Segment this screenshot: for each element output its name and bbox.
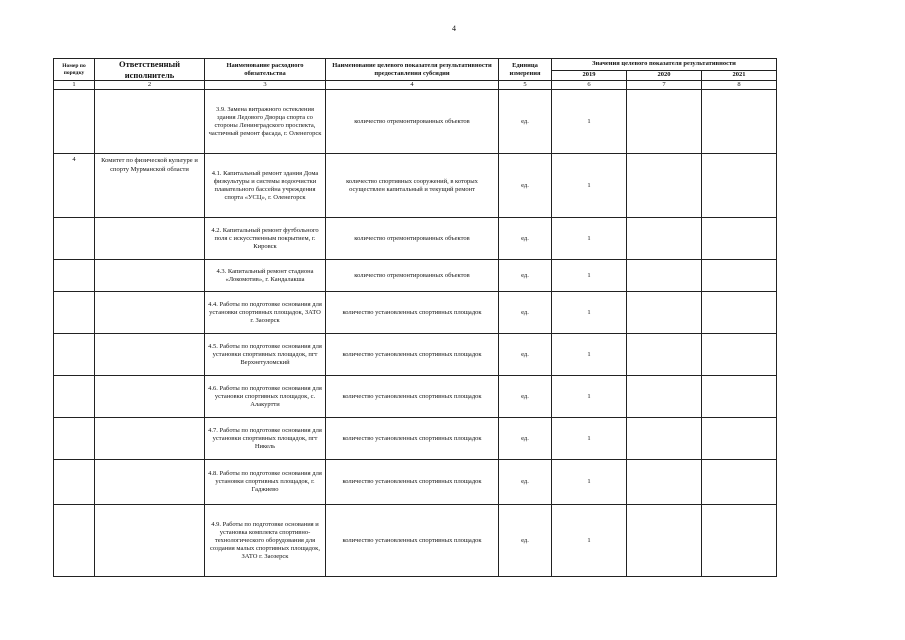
row-number	[54, 505, 95, 577]
table-row	[54, 505, 777, 577]
row-number	[54, 292, 95, 334]
column-number: 2	[95, 81, 205, 90]
row-unit: ед.	[499, 154, 552, 218]
row-indicator: количество установленных спортивных площадок	[326, 376, 499, 418]
table-row	[54, 260, 777, 292]
column-number: 8	[702, 81, 777, 90]
row-number	[54, 460, 95, 505]
header-year-2020: 2020	[627, 70, 702, 81]
row-obligation: 4.9. Работы по подготовке основания и установка комплекта спортивно-технологического оборудования для создания малых спортивных площадок, ЗАТО г. Заозерск	[205, 505, 326, 577]
row-indicator: количество установленных спортивных площадок	[326, 418, 499, 460]
row-indicator: количество отремонтированных объектов	[326, 260, 499, 292]
row-value-2019: 1	[552, 260, 627, 292]
row-value-2021	[702, 418, 777, 460]
row-value-2021	[702, 292, 777, 334]
page-number: 4	[452, 24, 456, 33]
row-value-2020	[627, 90, 702, 154]
row-value-2020	[627, 334, 702, 376]
header-number: Номер по порядку	[54, 59, 95, 81]
row-value-2021	[702, 334, 777, 376]
row-executor	[95, 505, 205, 577]
row-value-2020	[627, 260, 702, 292]
header-values-group: Значения целевого показателя результативности	[552, 59, 777, 71]
header-indicator: Наименование целевого показателя результативности предоставления субсидии	[326, 59, 499, 81]
row-indicator: количество спортивных сооружений, в которых осуществлен капитальный и текущий ремонт	[326, 154, 499, 218]
row-value-2019: 1	[552, 334, 627, 376]
row-indicator: количество установленных спортивных площадок	[326, 460, 499, 505]
column-number: 4	[326, 81, 499, 90]
row-obligation: 4.4. Работы по подготовке основания для установки спортивных площадок, ЗАТО г. Заозерск	[205, 292, 326, 334]
row-indicator: количество установленных спортивных площадок	[326, 334, 499, 376]
row-unit: ед.	[499, 292, 552, 334]
row-number	[54, 90, 95, 154]
row-obligation: 4.8. Работы по подготовке основания для установки спортивных площадок, г. Гаджиево	[205, 460, 326, 505]
table-row	[54, 460, 777, 505]
column-number: 7	[627, 81, 702, 90]
table-row	[54, 376, 777, 418]
row-executor	[95, 218, 205, 260]
row-executor	[95, 376, 205, 418]
row-value-2019: 1	[552, 218, 627, 260]
column-number: 3	[205, 81, 326, 90]
row-unit: ед.	[499, 460, 552, 505]
row-value-2020	[627, 376, 702, 418]
table-row	[54, 90, 777, 154]
row-obligation: 3.9. Замена витражного остекления здания Ледового Дворца спорта со стороны Ленинградского проспекта, частичный ремонт фасада, г. Оленегорск	[205, 90, 326, 154]
row-unit: ед.	[499, 334, 552, 376]
row-number	[54, 376, 95, 418]
row-value-2019: 1	[552, 154, 627, 218]
row-value-2021	[702, 505, 777, 577]
row-executor	[95, 460, 205, 505]
row-value-2020	[627, 218, 702, 260]
table-row	[54, 418, 777, 460]
row-unit: ед.	[499, 218, 552, 260]
row-value-2019: 1	[552, 292, 627, 334]
row-unit: ед.	[499, 376, 552, 418]
row-executor	[95, 90, 205, 154]
row-indicator: количество установленных спортивных площадок	[326, 505, 499, 577]
row-value-2020	[627, 505, 702, 577]
column-number: 6	[552, 81, 627, 90]
header-year-2019: 2019	[552, 70, 627, 81]
row-unit: ед.	[499, 260, 552, 292]
table-row	[54, 218, 777, 260]
row-value-2021	[702, 460, 777, 505]
row-unit: ед.	[499, 90, 552, 154]
row-executor	[95, 334, 205, 376]
header-executor: Ответственный исполнитель	[95, 59, 205, 81]
row-number	[54, 260, 95, 292]
row-obligation: 4.7. Работы по подготовке основания для установки спортивных площадок, пгт Никель	[205, 418, 326, 460]
row-value-2020	[627, 460, 702, 505]
table-row	[54, 334, 777, 376]
table-row	[54, 154, 777, 218]
column-number: 5	[499, 81, 552, 90]
row-obligation: 4.2. Капитальный ремонт футбольного поля с искусственным покрытием, г. Кировск	[205, 218, 326, 260]
header-obligation: Наименование расходного обязательства	[205, 59, 326, 81]
row-value-2019: 1	[552, 376, 627, 418]
row-executor	[95, 418, 205, 460]
row-indicator: количество отремонтированных объектов	[326, 90, 499, 154]
row-value-2021	[702, 260, 777, 292]
row-obligation: 4.5. Работы по подготовке основания для установки спортивных площадок, пгт Верхнетуломский	[205, 334, 326, 376]
row-indicator: количество установленных спортивных площадок	[326, 292, 499, 334]
row-number	[54, 334, 95, 376]
indicators-table	[53, 58, 777, 577]
row-value-2021	[702, 376, 777, 418]
row-obligation: 4.1. Капитальный ремонт здания Дома физкультуры и системы водоочистки плавательного бассейна учреждения спорта «УСЦ», г. Оленегорск	[205, 154, 326, 218]
row-unit: ед.	[499, 418, 552, 460]
row-value-2019: 1	[552, 505, 627, 577]
row-value-2021	[702, 218, 777, 260]
row-number	[54, 418, 95, 460]
row-unit: ед.	[499, 505, 552, 577]
table-row	[54, 292, 777, 334]
row-number: 4	[54, 154, 95, 218]
row-value-2019: 1	[552, 460, 627, 505]
row-value-2020	[627, 292, 702, 334]
row-value-2019: 1	[552, 90, 627, 154]
column-number: 1	[54, 81, 95, 90]
row-number	[54, 218, 95, 260]
row-value-2020	[627, 418, 702, 460]
row-value-2019: 1	[552, 418, 627, 460]
row-executor: Комитет по физической культуре и спорту Мурманской области	[95, 154, 205, 218]
row-obligation: 4.3. Капитальный ремонт стадиона «Локомотив», г. Кандалакша	[205, 260, 326, 292]
row-value-2020	[627, 154, 702, 218]
header-unit: Единица измерения	[499, 59, 552, 81]
row-executor	[95, 292, 205, 334]
row-indicator: количество отремонтированных объектов	[326, 218, 499, 260]
row-value-2021	[702, 154, 777, 218]
row-obligation: 4.6. Работы по подготовке основания для установки спортивных площадок, с. Алакуртти	[205, 376, 326, 418]
column-number-row	[54, 81, 777, 90]
header-year-2021: 2021	[702, 70, 777, 81]
row-value-2021	[702, 90, 777, 154]
row-executor	[95, 260, 205, 292]
